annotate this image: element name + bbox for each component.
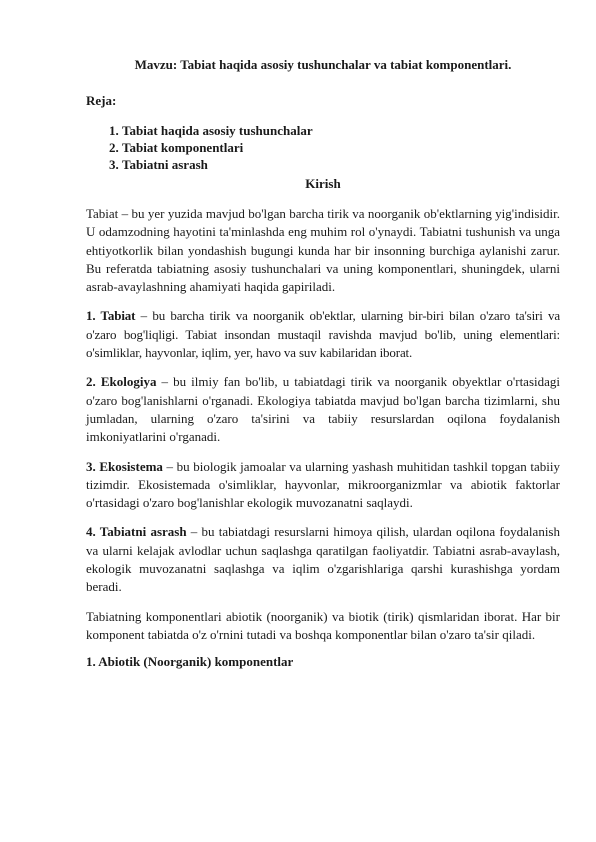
definition-text: – bu tabiatdagi resurslarni himoya qilish, ulardan oqilona foydalanish va ularni kelajak avlodlar uchun saqlashga qaratilgan faoliyatdir. Tabiatni asrab-avaylash, ekologik muvozanatni saqlashga va iqlim o'zgarishlariga qarshi kurashishga yordam beradi.	[86, 524, 560, 595]
section-heading: 1. Abiotik (Noorganik) komponentlar	[86, 654, 294, 670]
definition-term: 2. Ekologiya	[86, 374, 157, 390]
definition-tabiatni-asrash	[86, 523, 560, 596]
definition-ekologiya	[86, 373, 560, 446]
definition-ekosistema	[86, 458, 560, 513]
definition-text: – bu biologik jamoalar va ularning yashash muhitidan tashkil topgan tabiiy tizimdir. Ekosistemada o'simliklar, hayvonlar, mikroorganizmlar va abiotik faktorlar o'rtasidagi o'zaro bog'lanishlar ekologik muvozanatni saqlaydi.	[86, 458, 560, 511]
plan-item: 3. Tabiatni asrash	[122, 156, 560, 173]
document-title: Mavzu: Tabiat haqida asosiy tushunchalar va tabiat komponentlari.	[134, 57, 512, 72]
document-page	[86, 52, 560, 671]
plan-label: Reja:	[86, 93, 117, 108]
definition-term: 4. Tabiatni asrash	[86, 524, 187, 540]
plan-list	[86, 122, 560, 173]
plan-item: 1. Tabiat haqida asosiy tushunchalar	[122, 122, 560, 139]
definition-tabiat	[86, 307, 560, 362]
intro-paragraph: Tabiat – bu yer yuzida mavjud bo'lgan barcha tirik va noorganik ob'ektlarning yig'indisidir. U odamzodning hayotini ta'minlashda eng muhim rol o'ynaydi. Tabiatni tushunish va unga ehtiyotkorlik bilan yondashish bugungi kunda har bir insonning burchiga aylanishi zarur. Bu referatda tabiatning asosiy tushunchalari va uning komponentlari, shuningdek, ularni asrab-avaylashning ahamiyati haqida gapiriladi.	[86, 206, 560, 295]
definition-text: – bu barcha tirik va noorganik ob'ektlar, ularning bir-biri bilan o'zaro ta'siri va o'zaro bog'liqligi. Tabiat insondan mustaqil ravishda mavjud bo'lib, uning elementlari: o'simliklar, hayvonlar, iqlim, yer, havo va suv kabilaridan iborat.	[86, 308, 560, 361]
components-paragraph: Tabiatning komponentlari abiotik (noorganik) va biotik (tirik) qismlaridan iborat. Har bir komponent tabiatda o'z o'rnini tutadi va boshqa komponentlar bilan o'zaro ta'sir qiladi.	[86, 608, 560, 642]
definition-text: – bu ilmiy fan bo'lib, u tabiatdagi tirik va noorganik obyektlar o'rtasidagi o'zaro bog'lanishlarni o'rganadi. Ekologiya tabiatda mavjud bo'lgan barcha tizimlarni, shu jumladan, ularning o'zaro ta'sirini va tabiiy resurslardan oqilona foydalanish imkoniyatlarini o'rganadi.	[86, 374, 561, 445]
definition-term: 1. Tabiat	[86, 308, 136, 324]
intro-heading: Kirish	[305, 176, 341, 191]
definition-term: 3. Ekosistema	[86, 458, 163, 474]
plan-item: 2. Tabiat komponentlari	[122, 139, 560, 156]
